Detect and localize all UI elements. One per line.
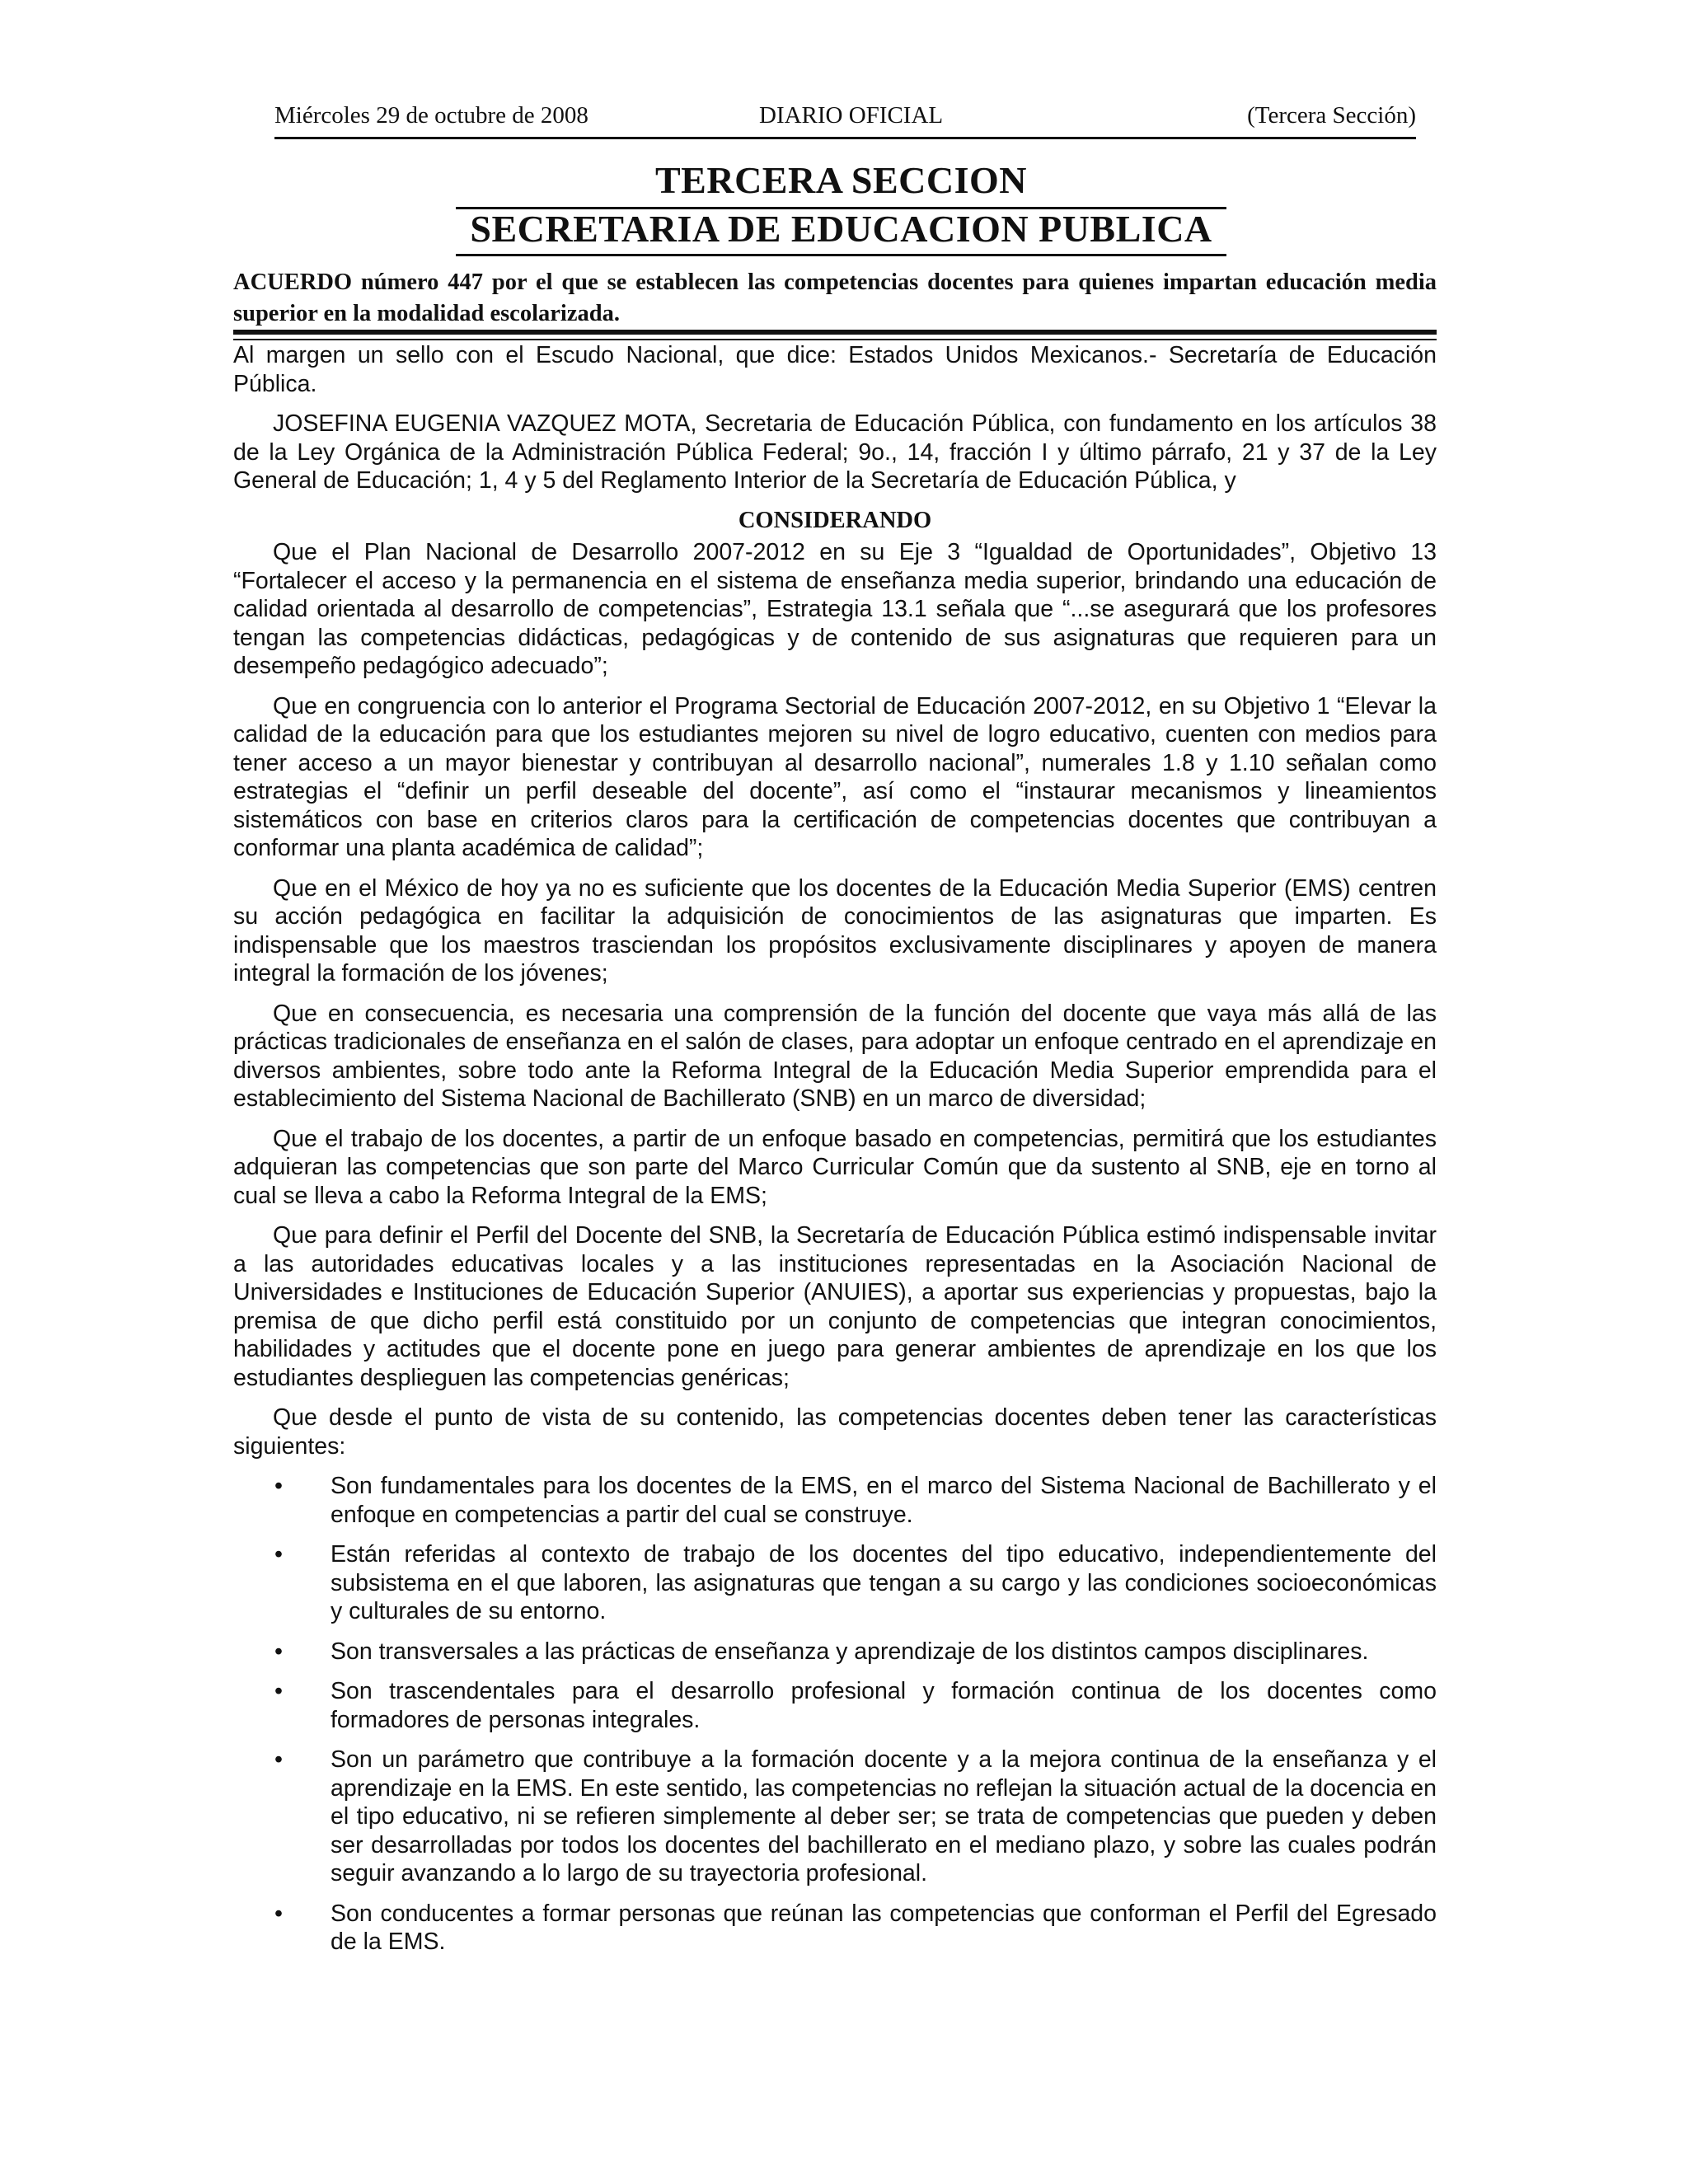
double-rule-divider bbox=[233, 330, 1437, 340]
paragraph: Que el trabajo de los docentes, a partir de un enfoque basado en competencias, permitirá que los estudiantes adquieran las competencias que son parte del Marco Curricular Común que da sustento al SNB, eje en torno al cual se lleva a cabo la Reforma Integral de la EMS; bbox=[233, 1125, 1437, 1209]
bullet-icon: • bbox=[274, 1678, 283, 1704]
header-section: (Tercera Sección) bbox=[1247, 102, 1416, 129]
bullet-icon: • bbox=[274, 1541, 283, 1568]
paragraph: Que en el México de hoy ya no es suficiente que los docentes de la Educación Media Superior (EMS) centren su acción pedagógica en facilitar la adquisición de conocimientos de las asignaturas que imparten. Es indispensable que los maestros trasciendan los propósitos exclusivamente disciplinares y apoyen de manera integral la formación de los jóvenes; bbox=[233, 874, 1437, 987]
list-item bbox=[233, 1638, 1437, 1666]
bullet-icon: • bbox=[274, 1638, 283, 1665]
paragraph: Que desde el punto de vista de su contenido, las competencias docentes deben tener las características siguientes: bbox=[233, 1404, 1437, 1460]
list-item-text: Están referidas al contexto de trabajo de los docentes del tipo educativo, independientemente del subsistema en el que laboren, las asignaturas que tengan a su cargo y las condiciones socioeconómicas y culturales de su entorno. bbox=[331, 1541, 1437, 1624]
paragraph: Que para definir el Perfil del Docente del SNB, la Secretaría de Educación Pública estimó indispensable invitar a las autoridades educativas locales y a las instituciones representadas en la Asociación Nacional de Universidades e Instituciones de Educación Superior (ANUIES), a aportar sus experiencias y propuestas, bajo la premisa de que dicho perfil está constituido por un conjunto de competencias que integran conocimientos, habilidades y actitudes que el docente pone en juego para generar ambientes de aprendizaje en los que los estudiantes desplieguen las competencias genéricas; bbox=[233, 1222, 1437, 1391]
list-item-text: Son conducentes a formar personas que reúnan las competencias que conforman el Perfil del Egresado de la EMS. bbox=[331, 1900, 1437, 1955]
bullet-icon: • bbox=[274, 1900, 283, 1927]
list-item-text: Son un parámetro que contribuye a la formación docente y a la mejora continua de la enseñanza y el aprendizaje en la EMS. En este sentido, las competencias no reflejan la situación actual de la docencia en el tipo educativo, ni se refieren simplemente al deber ser; se trata de competencias que pueden y deben ser desarrolladas por todos los docentes del bachillerato en el mediano plazo, y sobre las cuales podrán seguir avanzando a lo largo de su trayectoria profesional. bbox=[331, 1746, 1437, 1886]
paragraph: Que en consecuencia, es necesaria una comprensión de la función del docente que vaya más allá de las prácticas tradicionales de enseñanza en el salón de clases, para adoptar un enfoque centrado en el aprendizaje en diversos ambientes, sobre todo ante la Reforma Integral de la Educación Media Superior emprendida para el establecimiento del Sistema Nacional de Bachillerato (SNB) en un marco de diversidad; bbox=[233, 1000, 1437, 1112]
ministry-title: SECRETARIA DE EDUCACION PUBLICA bbox=[456, 207, 1226, 256]
list-item bbox=[233, 1472, 1437, 1529]
bullet-icon: • bbox=[274, 1746, 283, 1773]
list-item bbox=[233, 1677, 1437, 1734]
list-item-text: Son fundamentales para los docentes de la EMS, en el marco del Sistema Nacional de Bachillerato y el enfoque en competencias a partir del cual se construye. bbox=[331, 1473, 1437, 1528]
preamble: JOSEFINA EUGENIA VAZQUEZ MOTA, Secretaria de Educación Pública, con fundamento en los artículos 38 de la Ley Orgánica de la Administración Pública Federal; 9o., 14, fracción I y último párrafo, 21 y 37 de la Ley General de Educación; 1, 4 y 5 del Reglamento Interior de la Secretaría de Educación Pública, y bbox=[233, 410, 1437, 494]
bullet-icon: • bbox=[274, 1473, 283, 1499]
list-item-text: Son transversales a las prácticas de enseñanza y aprendizaje de los distintos campos disciplinares. bbox=[331, 1638, 1369, 1665]
list-item bbox=[233, 1900, 1437, 1957]
acuerdo-title: ACUERDO número 447 por el que se establecen las competencias docentes para quienes impartan educación media superior en la modalidad escolarizada. bbox=[233, 269, 1437, 326]
running-header bbox=[274, 97, 1416, 139]
paragraph: Que el Plan Nacional de Desarrollo 2007-2012 en su Eje 3 “Igualdad de Oportunidades”, Objetivo 13 “Fortalecer el acceso y la permanencia en el sistema de enseñanza media superior, brindando una educación de calidad orientada al desarrollo de competencias”, Estrategia 13.1 señala que “...se asegurará que los profesores tengan las competencias didácticas, pedagógicas y de contenido de sus asignaturas que requieren para un desempeño pedagógico adecuado”; bbox=[233, 539, 1437, 679]
list-item bbox=[233, 1746, 1437, 1888]
section-title: TERCERA SECCION bbox=[456, 158, 1226, 209]
considerando-heading: CONSIDERANDO bbox=[738, 507, 932, 533]
margin-note: Al margen un sello con el Escudo Nacional, que dice: Estados Unidos Mexicanos.- Secretaría de Educación Pública. bbox=[233, 342, 1437, 397]
header-date: Miércoles 29 de octubre de 2008 bbox=[274, 102, 588, 129]
characteristics-list bbox=[233, 1472, 1437, 1957]
list-item-text: Son trascendentales para el desarrollo profesional y formación continua de los docentes como formadores de personas integrales. bbox=[331, 1678, 1437, 1733]
header-publication: DIARIO OFICIAL bbox=[759, 102, 944, 129]
document-body bbox=[233, 341, 1437, 1968]
paragraph: Que en congruencia con lo anterior el Programa Sectorial de Educación 2007-2012, en su Objetivo 1 “Elevar la calidad de la educación para que los estudiantes mejoren su nivel de logro educativo, cuenten con medios para tener acceso a un mayor bienestar y contribuyan al desarrollo nacional”, numerales 1.8 y 1.10 señalan como estrategias el “definir un perfil deseable del docente”, así como el “instaurar mecanismos y lineamientos sistemáticos con base en criterios claros para la certificación de competencias docentes que contribuyan a conformar una planta académica de calidad”; bbox=[233, 692, 1437, 861]
list-item bbox=[233, 1540, 1437, 1626]
